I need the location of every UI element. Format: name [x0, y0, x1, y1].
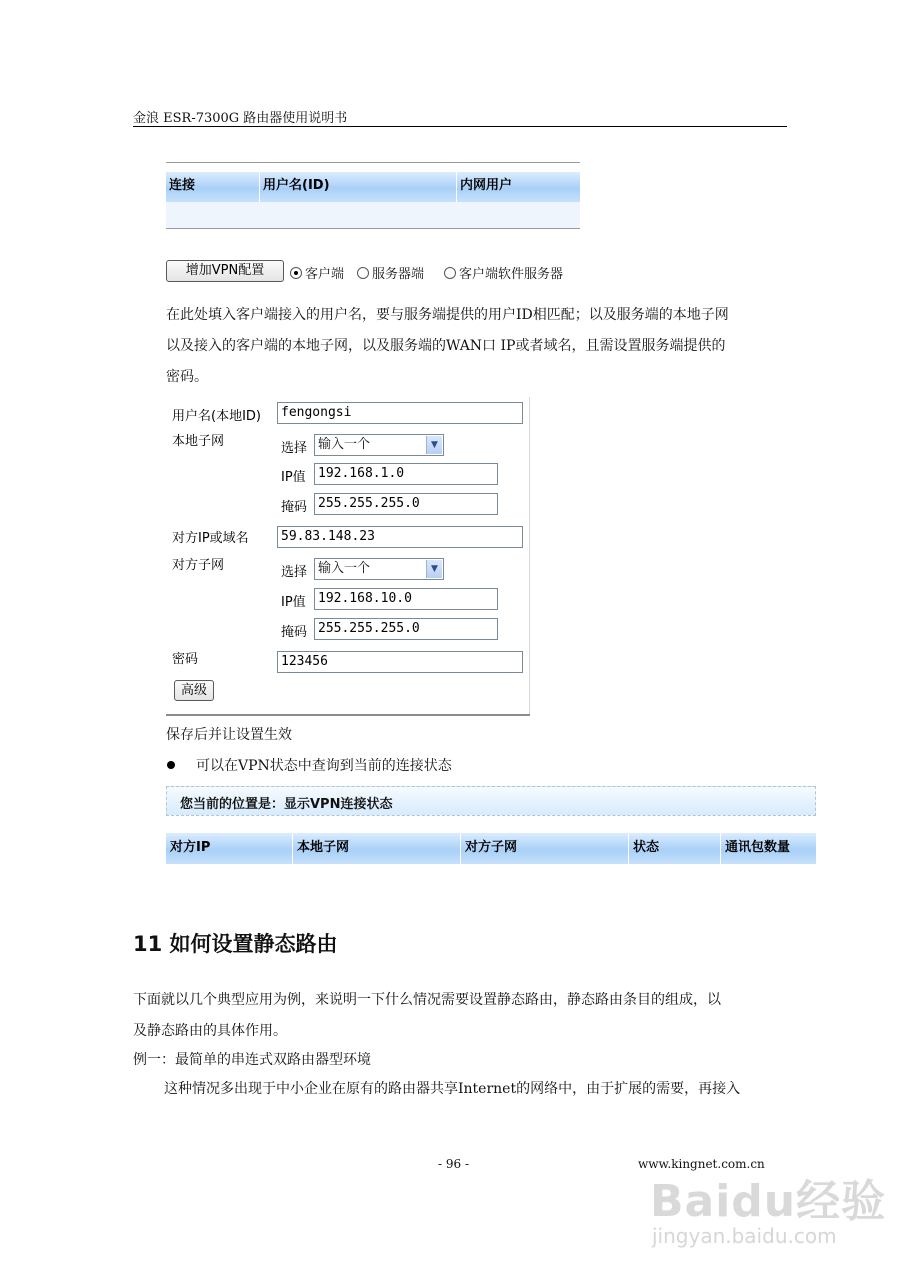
local-ip-label: IP值 — [281, 470, 306, 485]
password-input[interactable]: 123456 — [277, 651, 523, 673]
baidu-watermark-url: jingyan.baidu.com — [652, 1224, 837, 1248]
table1-col-connection: 连接 — [169, 178, 196, 193]
para2-line2: 及静态路由的具体作用。 — [133, 1023, 287, 1039]
local-mask-input[interactable]: 255.255.255.0 — [314, 493, 498, 515]
table1-empty-row — [166, 202, 580, 229]
local-mask-label: 掩码 — [281, 500, 308, 515]
local-ip-input[interactable]: 192.168.1.0 — [314, 463, 498, 485]
para2-line3: 这种情况多出现于中小企业在原有的路由器共享Internet的网络中，由于扩展的需要，再接入 — [164, 1081, 741, 1097]
radio-client-label: 客户端 — [305, 267, 345, 282]
para1-line3: 密码。 — [166, 369, 208, 385]
save-note: 保存后并让设置生效 — [166, 727, 292, 743]
peer-ip-label: IP值 — [281, 595, 306, 610]
username-input[interactable]: fengongsi — [277, 402, 523, 424]
radio-client-software-server-circle[interactable] — [444, 267, 456, 279]
peer-subnet-select[interactable] — [314, 558, 444, 580]
peer-subnet-label: 对方子网 — [172, 558, 225, 573]
table2-col-local-subnet: 本地子网 — [292, 833, 460, 864]
footer-url: www.kingnet.com.cn — [638, 1157, 765, 1171]
add-vpn-config-button[interactable]: 增加VPN配置 — [166, 260, 284, 282]
page-number: - 96 - — [438, 1157, 470, 1171]
bullet-text: 可以在VPN状态中查询到当前的连接状态 — [196, 758, 452, 774]
peer-address-input[interactable]: 59.83.148.23 — [277, 526, 523, 548]
radio-server-circle[interactable] — [357, 267, 369, 279]
peer-select-label: 选择 — [281, 565, 308, 580]
section-title: 11 如何设置静态路由 — [133, 932, 338, 956]
radio-client[interactable] — [290, 263, 344, 282]
radio-client-software-server-label: 客户端软件服务器 — [459, 267, 564, 282]
radio-client-software-server[interactable] — [444, 263, 563, 282]
table1-col-lan-user: 内网用户 — [456, 172, 580, 202]
example-heading: 例一：最简单的串连式双路由器型环境 — [133, 1052, 371, 1068]
chevron-down-icon[interactable]: ▼ — [426, 436, 442, 454]
local-select-label: 选择 — [281, 441, 308, 456]
local-subnet-select[interactable] — [314, 434, 444, 456]
baidu-watermark-logo: Baidu经验 — [650, 1176, 887, 1227]
password-label: 密码 — [172, 652, 199, 667]
table2-col-peer-ip: 对方IP — [170, 840, 211, 855]
chevron-down-icon[interactable]: ▼ — [426, 560, 442, 578]
radio-client-circle[interactable] — [290, 267, 302, 279]
username-label: 用户名(本地ID) — [172, 409, 261, 424]
form-right-border — [529, 397, 530, 715]
peer-subnet-select-value: 输入一个 — [318, 561, 371, 576]
table1-col-username: 用户名(ID) — [259, 172, 456, 202]
peer-mask-input[interactable]: 255.255.255.0 — [314, 618, 498, 640]
document-header-title: 金浪 ESR-7300G 路由器使用说明书 — [133, 111, 348, 126]
location-text: 您当前的位置是：显示VPN连接状态 — [180, 797, 393, 812]
peer-address-label: 对方IP或域名 — [172, 531, 249, 546]
bullet-icon — [167, 761, 175, 769]
para2-line1: 下面就以几个典型应用为例，来说明一下什么情况需要设置静态路由，静态路由条目的组成，以 — [133, 992, 721, 1008]
para1-line1: 在此处填入客户端接入的用户名，要与服务端提供的用户ID相匹配；以及服务端的本地子网 — [166, 307, 729, 323]
peer-ip-input[interactable]: 192.168.10.0 — [314, 588, 498, 610]
form-bottom-rule — [166, 714, 530, 716]
table1-header — [166, 172, 580, 202]
local-subnet-select-value: 输入一个 — [318, 437, 371, 452]
para1-line2: 以及接入的客户端的本地子网，以及服务端的WAN口 IP或者域名，且需设置服务端提供的 — [166, 338, 726, 354]
header-rule — [133, 126, 787, 127]
local-subnet-label: 本地子网 — [172, 434, 225, 449]
peer-mask-label: 掩码 — [281, 625, 308, 640]
vpn-status-table-header — [166, 833, 816, 864]
table2-col-status: 状态 — [628, 833, 720, 864]
table2-col-packet-count: 通讯包数量 — [720, 833, 816, 864]
table1-top-rule — [166, 162, 580, 163]
radio-server-label: 服务器端 — [372, 267, 425, 282]
radio-server[interactable] — [357, 263, 424, 282]
table2-col-peer-subnet: 对方子网 — [460, 833, 628, 864]
advanced-button[interactable]: 高级 — [174, 680, 214, 701]
